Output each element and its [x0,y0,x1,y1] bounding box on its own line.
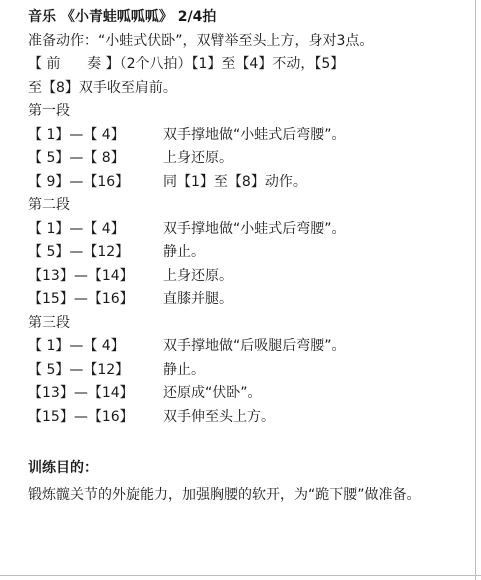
step-range: 【15】—【16】 [28,291,134,307]
section-1 [28,100,468,194]
step-row [28,382,468,406]
step-range: 【 5】—【12】 [28,244,130,260]
step-row [28,241,468,265]
section-heading: 第三段 [28,314,70,331]
step-text: 双手撑地做“后吸腿后弯腰”。 [163,338,346,354]
step-text: 双手撑地做“小蛙式后弯腰”。 [163,220,346,237]
section-2 [28,194,468,312]
document-title: 音乐 《小青蛙呱呱呱》 2/4拍 [28,9,217,25]
step-row [28,147,468,171]
step-text: 还原成“伏卧”。 [163,385,262,401]
section-heading: 第二段 [28,197,70,213]
step-text: 上身还原。 [163,150,233,166]
step-range: 【 1】—【 4】 [28,220,125,237]
step-text: 静止。 [163,361,205,378]
section-heading: 第一段 [28,103,70,119]
section-3 [28,312,468,430]
step-text: 直膝并腿。 [163,291,233,307]
step-text: 双手撑地做“小蛙式后弯腰”。 [163,126,346,143]
prep-line-2: 【 前 奏 】（2个八拍）【1】至【4】不动，【5】 [28,56,345,72]
step-range: 【 5】—【 8】 [28,150,125,166]
step-range: 【 5】—【12】 [28,361,130,378]
step-row [28,335,468,359]
step-row [28,171,468,195]
step-range: 【 9】—【16】 [28,173,130,190]
purpose-text: 锻炼髋关节的外旋能力，加强胸腰的软开，为“跪下腰”做准备。 [28,486,421,503]
right-border [475,0,476,580]
step-row [28,124,468,148]
step-text: 上身还原。 [163,267,233,284]
step-text: 同【1】至【8】动作。 [163,173,307,190]
step-row [28,288,468,312]
prep-line-3: 至【8】双手收至肩前。 [28,79,177,96]
step-range: 【13】—【14】 [28,385,134,401]
step-range: 【 1】—【 4】 [28,338,125,354]
step-row [28,218,468,242]
prep-line-1: 准备动作：“小蛙式伏卧”，双臂举至头上方，身对3点。 [28,32,374,49]
step-range: 【15】—【16】 [28,408,134,425]
document-body [28,6,468,507]
step-range: 【13】—【14】 [28,267,134,284]
bottom-border [0,575,481,576]
step-text: 双手伸至头上方。 [163,408,275,425]
step-range: 【 1】—【 4】 [28,126,125,143]
step-row [28,265,468,289]
purpose-heading: 训练目的： [28,460,98,476]
step-row [28,359,468,383]
spacer [28,429,468,457]
step-row [28,406,468,430]
step-text: 静止。 [163,244,205,260]
